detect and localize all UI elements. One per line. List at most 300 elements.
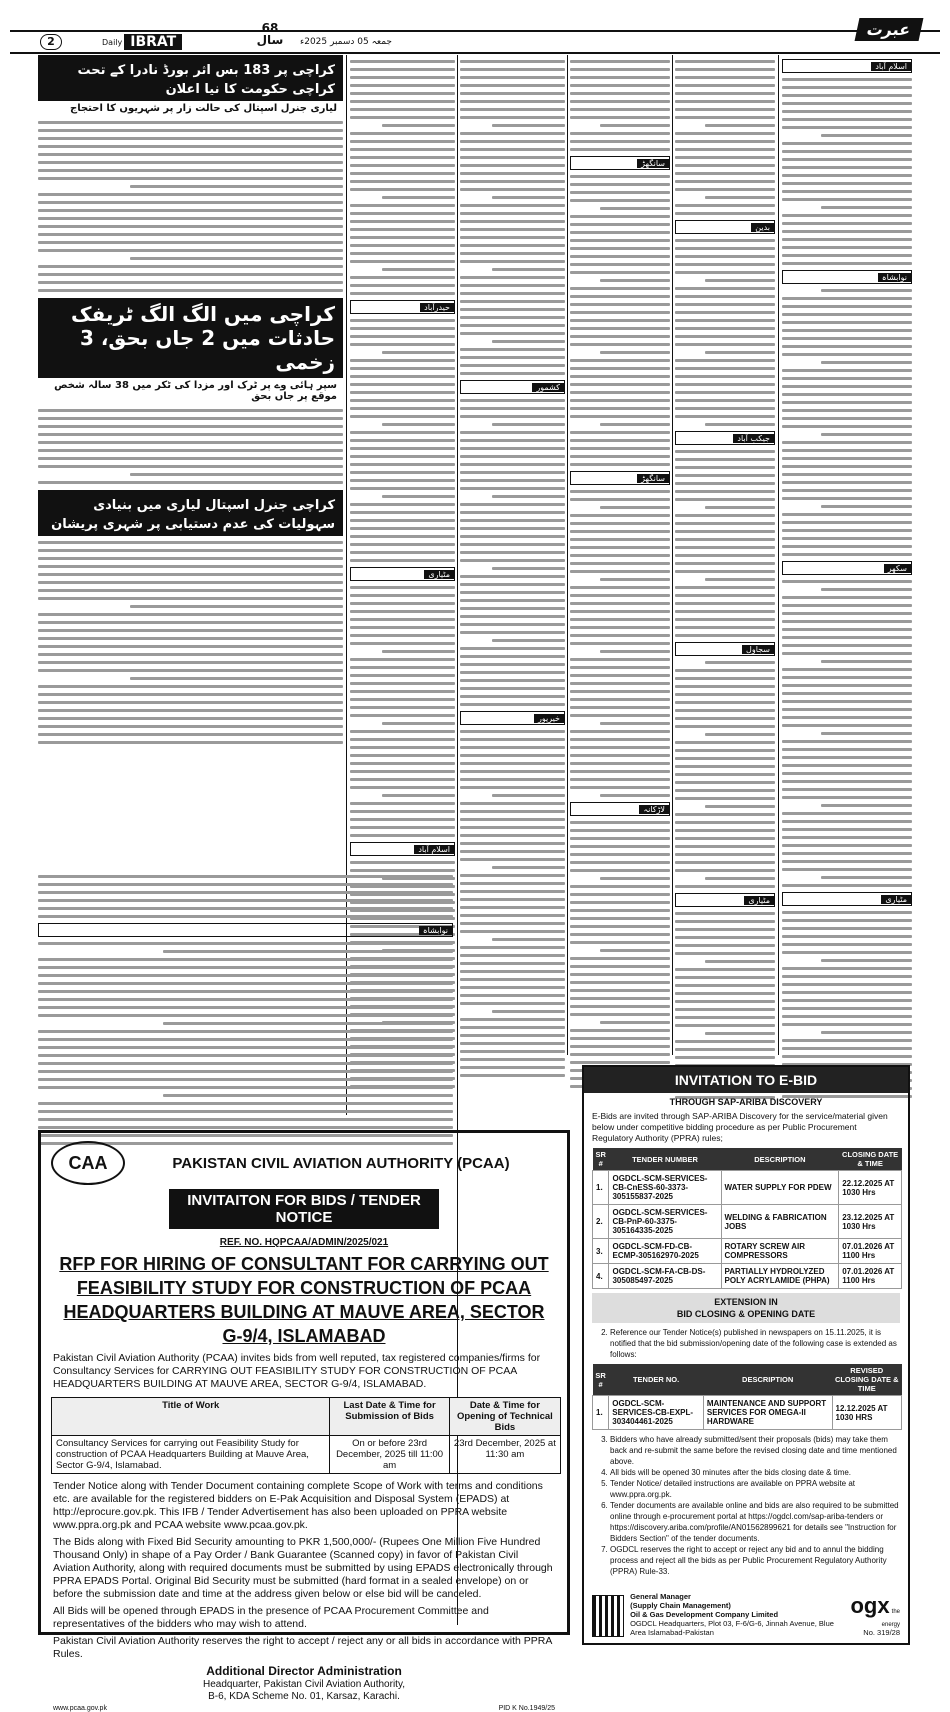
column-dateline (570, 156, 670, 170)
text-line (382, 794, 456, 797)
text-line (163, 1022, 454, 1025)
text-line (350, 148, 455, 151)
text-line (675, 685, 775, 688)
text-line (350, 511, 455, 514)
text-line (460, 994, 565, 997)
pcaa-para: All Bids will be opened through EPADS in the presence of PCAA Procurement Committee and representatives of the bidders who may wish to attend. (53, 1605, 489, 1630)
column-dateline (675, 893, 775, 907)
table-row (52, 1436, 561, 1474)
text-line (675, 554, 775, 557)
pcaa-para: The Bids along with Fixed Bid Security amounting to PKR 1,500,000/- (Rupees One Million Five Hundred Thousand Only) in shape of a Pay Order / Bank Guarantee (Scanned copy) in favor of Pakistan Civil Aviation Authority, along with required documents must be submitted by using EPADS electronically through PPRA EPADS Portal. Original Bid Security must be submitted (hard format in a sealed envelope) on or before the submission date and time at the address given below or else bid will be canceled. (53, 1536, 553, 1600)
text-line (675, 920, 775, 923)
text-line (350, 810, 455, 813)
text-line (38, 1054, 453, 1057)
text-line (675, 845, 775, 848)
text-line (570, 343, 670, 346)
text-line (570, 383, 670, 386)
text-line (675, 813, 775, 816)
text-line (570, 778, 670, 781)
text-line (38, 701, 343, 704)
text-line (38, 1046, 453, 1049)
tender-notice-banner: INVITAITON FOR BIDS / TENDER NOTICE (169, 1189, 439, 1229)
text-line (782, 1015, 912, 1018)
text-line (570, 562, 670, 565)
text-line (460, 607, 565, 610)
text-line (492, 423, 566, 426)
text-line (38, 541, 343, 544)
text-line (705, 578, 775, 581)
text-line (675, 490, 775, 493)
text-line (705, 196, 775, 199)
text-line (782, 254, 912, 257)
text-line (782, 214, 912, 217)
text-line (782, 991, 912, 994)
text-line (675, 335, 775, 338)
text-line (460, 703, 565, 706)
text-line (782, 94, 912, 97)
text-line (38, 875, 453, 878)
text-line (460, 372, 565, 375)
text-line (675, 594, 775, 597)
city-tag: مٹیاری (424, 570, 454, 579)
text-line (570, 738, 670, 741)
text-line (38, 613, 343, 616)
text-line (460, 914, 565, 917)
text-line (460, 599, 565, 602)
text-line (675, 399, 775, 402)
text-line (38, 565, 343, 568)
text-line (600, 351, 670, 354)
text-line (675, 474, 775, 477)
text-line (350, 674, 455, 677)
text-line (460, 1026, 565, 1029)
text-line (570, 455, 670, 458)
text-line (675, 984, 775, 987)
text-line (782, 78, 912, 81)
text-line (782, 868, 912, 871)
text-line (350, 108, 455, 111)
text-line (600, 949, 670, 952)
text-line (460, 762, 565, 765)
ad-number: No. 319/28 (863, 1628, 900, 1637)
text-line (350, 690, 455, 693)
text-line (460, 284, 565, 287)
table-cell: WELDING & FABRICATION JOBS (721, 1205, 839, 1239)
sig-title: Additional Director Administration (206, 1664, 402, 1678)
text-line (705, 733, 775, 736)
table-cell: 07.01.2026 AT 1100 Hrs (839, 1264, 902, 1289)
text-line (821, 876, 912, 879)
text-line (600, 279, 670, 282)
text-line (782, 102, 912, 105)
text-line (675, 992, 775, 995)
text-line (350, 642, 455, 645)
text-line (38, 1006, 453, 1009)
table-cell: OGDCL-SCM-FA-CB-DS-305085497-2025 (609, 1264, 721, 1289)
text-line (460, 1058, 565, 1061)
text-line (460, 922, 565, 925)
text-line (350, 204, 455, 207)
text-line (38, 907, 453, 910)
text-line (782, 943, 912, 946)
text-line (38, 177, 343, 180)
text-line (782, 772, 912, 775)
text-line (38, 249, 343, 252)
headline-2-text: کراچی میں الگ الگ ٹریفک حادثات میں 2 جاں بحق، 3 زخمی (71, 302, 335, 374)
text-line (570, 546, 670, 549)
text-line (675, 247, 775, 250)
text-line (38, 425, 343, 428)
text-line (570, 602, 670, 605)
text-line (782, 1055, 912, 1058)
text-line (570, 60, 670, 63)
text-line (570, 674, 670, 677)
text-line (570, 140, 670, 143)
text-line (675, 765, 775, 768)
city-tag: سانگھڑ (637, 159, 669, 168)
text-line (570, 989, 670, 992)
text-line (460, 60, 565, 63)
text-line (130, 605, 344, 608)
text-line (38, 717, 343, 720)
text-line (675, 383, 775, 386)
text-line (782, 676, 912, 679)
text-line (782, 449, 912, 452)
text-line (38, 915, 453, 918)
gm-subtitle: (Supply Chain Management) (630, 1601, 731, 1610)
text-line (782, 764, 912, 767)
text-line (570, 754, 670, 757)
text-line (460, 826, 565, 829)
column-divider (778, 55, 779, 1055)
text-line (460, 292, 565, 295)
text-line (460, 84, 565, 87)
text-line (460, 1066, 565, 1069)
text-line (675, 976, 775, 979)
text-line (570, 407, 670, 410)
column-divider (567, 55, 568, 1055)
text-line (570, 829, 670, 832)
issue-date: جمعہ 05 دسمبر 2025ء (300, 37, 392, 47)
text-line (460, 778, 565, 781)
note-item: 5. Tender Notice/ detailed instructions are available on PPRA website at www.ppra.org.pk. (610, 1478, 900, 1500)
text-line (675, 100, 775, 103)
column-dateline (350, 300, 455, 314)
paper-logo: عبرت (854, 18, 922, 41)
text-line (570, 231, 670, 234)
column-b (460, 55, 565, 1082)
text-line (675, 570, 775, 573)
text-line (38, 669, 343, 672)
text-line (570, 514, 670, 517)
column-dateline (570, 802, 670, 816)
table-row (593, 1239, 902, 1264)
text-line (38, 1102, 453, 1105)
text-line (570, 586, 670, 589)
text-line (460, 236, 565, 239)
text-line (782, 927, 912, 930)
news-block-lower (38, 870, 453, 1150)
text-line (570, 84, 670, 87)
year-number: 68 (261, 21, 279, 35)
text-line (570, 1029, 670, 1032)
table-cell: PARTIALLY HYDROLYZED POLY ACRYLAMIDE (PHPA) (721, 1264, 839, 1289)
text-line (782, 158, 912, 161)
text-line (570, 1013, 670, 1016)
text-line (350, 519, 455, 522)
text-line (675, 829, 775, 832)
text-line (821, 660, 912, 663)
text-line (350, 527, 455, 530)
text-line (821, 206, 912, 209)
text-line (38, 209, 343, 212)
text-line (782, 636, 912, 639)
text-line (782, 393, 912, 396)
city-tag: مٹیاری (744, 896, 774, 905)
text-line (38, 966, 453, 969)
text-line (675, 164, 775, 167)
text-line (570, 538, 670, 541)
pcaa-website: www.pcaa.gov.pk (53, 1705, 107, 1712)
text-line (570, 626, 670, 629)
text-line (705, 351, 775, 354)
text-line (350, 786, 455, 789)
text-line (460, 415, 565, 418)
text-line (675, 92, 775, 95)
text-line (38, 273, 343, 276)
text-line (675, 952, 775, 955)
text-line (782, 297, 912, 300)
text-line (570, 770, 670, 773)
text-line (350, 818, 455, 821)
text-line (782, 529, 912, 532)
text-line (675, 530, 775, 533)
text-line (782, 142, 912, 145)
text-line (460, 431, 565, 434)
text-line (705, 1032, 775, 1035)
news-block-left (38, 55, 343, 749)
text-line (460, 527, 565, 530)
text-line (460, 850, 565, 853)
text-line (460, 615, 565, 618)
text-line (350, 180, 455, 183)
table-header: Last Date & Time for Submission of Bids (330, 1398, 449, 1436)
text-line (570, 682, 670, 685)
text-line (38, 1126, 453, 1129)
text-line (350, 626, 455, 629)
headline-3-text: کراچی جنرل اسپتال لیاری میں بنیادی سہولیات کی عدم دستیابی پر شہری پریشان (51, 498, 335, 532)
text-line (782, 553, 912, 556)
text-line (460, 92, 565, 95)
text-line (675, 773, 775, 776)
text-line (782, 620, 912, 623)
text-line (460, 687, 565, 690)
table-cell: 2. (593, 1205, 609, 1239)
text-line (570, 335, 670, 338)
table-row (593, 1171, 902, 1205)
table-cell: On or before 23rd December, 2025 till 11:00 am (330, 1436, 449, 1474)
text-line (38, 942, 453, 945)
text-line (460, 487, 565, 490)
text-line (570, 191, 670, 194)
text-line (782, 345, 912, 348)
text-line (460, 108, 565, 111)
text-line (782, 441, 912, 444)
table-cell: WATER SUPPLY FOR PDEW (721, 1171, 839, 1205)
table-row (593, 1264, 902, 1289)
text-line (350, 244, 455, 247)
text-line (675, 885, 775, 888)
text-line (350, 730, 455, 733)
text-line (460, 695, 565, 698)
text-line (460, 447, 565, 450)
text-line (782, 337, 912, 340)
text-line (570, 431, 670, 434)
text-line (460, 898, 565, 901)
text-line (38, 974, 453, 977)
text-line (38, 121, 343, 124)
extension-line: BID CLOSING & OPENING DATE (676, 1309, 816, 1319)
text-line (570, 327, 670, 330)
text-line (460, 276, 565, 279)
text-line (38, 1110, 453, 1113)
text-line (38, 281, 343, 284)
text-line (492, 495, 566, 498)
text-line (130, 473, 344, 476)
text-line (600, 423, 670, 426)
text-line (675, 303, 775, 306)
text-line (350, 319, 455, 322)
city-tag: سجاول (742, 645, 774, 654)
text-line (38, 481, 343, 484)
text-line (782, 150, 912, 153)
ebid-intro: E-Bids are invited through SAP-ARIBA Discovery for the service/material given below under competitive bidding procedure as per Public Procurement Regulatory Authority (PPRA) rules; (592, 1111, 888, 1143)
text-line (38, 1070, 453, 1073)
text-line (350, 132, 455, 135)
text-line (38, 1062, 453, 1065)
text-line (675, 156, 775, 159)
text-line (600, 1021, 670, 1024)
text-line (460, 906, 565, 909)
text-line (350, 116, 455, 119)
headline-2 (38, 298, 343, 378)
table-cell: 22.12.2025 AT 1030 Hrs (839, 1171, 902, 1205)
table-header: DESCRIPTION (721, 1148, 839, 1171)
text-line (600, 578, 670, 581)
text-line (460, 1002, 565, 1005)
text-line (38, 549, 343, 552)
text-line (460, 623, 565, 626)
text-line (460, 100, 565, 103)
text-line (675, 821, 775, 824)
year-word: سال (256, 33, 284, 47)
text-line (350, 754, 455, 757)
subheading-2: سپر ہائی وے پر ٹرک اور مزدا کی ٹکر میں 38 سالہ شخص موقع پر جاں بحق (54, 380, 337, 402)
text-line (38, 449, 343, 452)
text-line (460, 962, 565, 965)
text-line (570, 658, 670, 661)
text-line (782, 708, 912, 711)
column-dateline (782, 561, 912, 575)
subheading-1: لیاری جنرل اسپتال کی حالت زار پر شہریوں کا احتجاج (70, 103, 337, 114)
text-line (382, 650, 456, 653)
text-line (570, 447, 670, 450)
text-line (705, 960, 775, 963)
text-line (570, 359, 670, 362)
text-line (570, 893, 670, 896)
text-line (675, 928, 775, 931)
ogdcl-tagline: the energy (881, 1609, 900, 1628)
text-line (460, 954, 565, 957)
text-line (460, 356, 565, 359)
text-line (382, 124, 456, 127)
table-header: TENDER NO. (609, 1364, 704, 1396)
text-line (705, 805, 775, 808)
text-line (821, 1031, 912, 1034)
text-line (350, 698, 455, 701)
text-line (570, 399, 670, 402)
text-line (350, 602, 455, 605)
text-line (570, 746, 670, 749)
text-line (38, 1030, 453, 1033)
text-line (460, 164, 565, 167)
text-line (675, 912, 775, 915)
text-line (460, 308, 565, 311)
text-line (492, 340, 566, 343)
text-line (350, 92, 455, 95)
text-line (570, 730, 670, 733)
text-line (460, 559, 565, 562)
text-line (38, 709, 343, 712)
text-line (38, 265, 343, 268)
text-line (600, 877, 670, 880)
text-line (570, 869, 670, 872)
text-line (570, 92, 670, 95)
text-line (782, 457, 912, 460)
text-line (782, 86, 912, 89)
text-line (782, 580, 912, 583)
text-line (492, 794, 566, 797)
text-line (782, 222, 912, 225)
text-line (675, 343, 775, 346)
text-line (460, 535, 565, 538)
page-number: 2 (40, 34, 62, 50)
text-line (821, 505, 912, 508)
caa-logo: CAA (51, 1141, 125, 1185)
text-line (130, 185, 344, 188)
text-line (782, 190, 912, 193)
text-line (460, 583, 565, 586)
text-line (570, 175, 670, 178)
text-line (38, 193, 343, 196)
text-line (350, 455, 455, 458)
table-header: DESCRIPTION (703, 1364, 832, 1396)
extension-banner (592, 1293, 900, 1323)
text-line (492, 938, 566, 941)
table-cell: 12.12.2025 AT 1030 HRS (832, 1396, 902, 1430)
text-line (38, 441, 343, 444)
text-line (350, 634, 455, 637)
daily-label: Daily (102, 37, 123, 47)
text-line (570, 973, 670, 976)
column-dateline (675, 431, 775, 445)
text-line (460, 479, 565, 482)
text-line (350, 535, 455, 538)
text-line (350, 706, 455, 709)
text-line (782, 628, 912, 631)
text-line (675, 546, 775, 549)
text-line (350, 276, 455, 279)
